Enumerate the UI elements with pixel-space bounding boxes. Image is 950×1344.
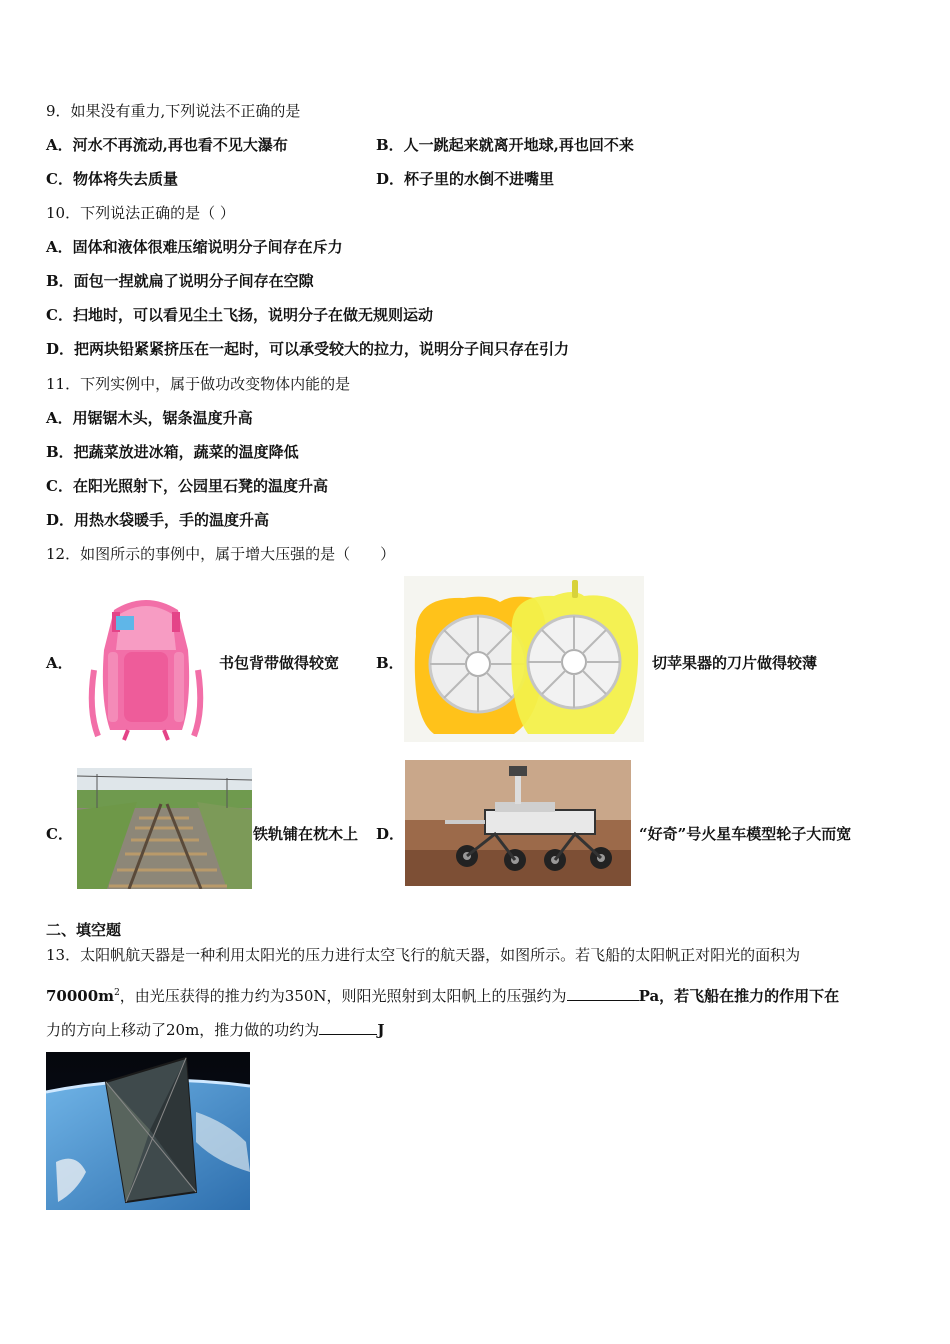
q13-unit-j: J bbox=[377, 1021, 385, 1039]
q10-option-a: A．固体和液体很难压缩说明分子间存在斥力 bbox=[46, 238, 343, 256]
q10-option-b: B．面包一捏就扁了说明分子间存在空隙 bbox=[46, 272, 314, 290]
q11-option-c: C．在阳光照射下，公园里石凳的温度升高 bbox=[46, 477, 328, 495]
q13-area-sup: 2 bbox=[114, 988, 120, 998]
railway-image bbox=[77, 768, 252, 889]
q9-option-d: D．杯子里的水倒不进嘴里 bbox=[376, 170, 555, 188]
q12-option-d-caption: “好奇”号火星车模型轮子大而宽 bbox=[639, 825, 852, 843]
q13-line2 bbox=[46, 983, 839, 1006]
q13-line1: 13．太阳帆航天器是一种利用太阳光的压力进行太空飞行的航天器，如图所示。若飞船的太阳帆正对阳光的面积为 bbox=[46, 946, 801, 964]
q11-stem: 11．下列实例中，属于做功改变物体内能的是 bbox=[46, 375, 351, 393]
q12-option-c-caption: 铁轨铺在枕木上 bbox=[253, 825, 359, 843]
q12-option-a-caption: 书包背带做得较宽 bbox=[219, 654, 340, 672]
q13-unit-pa: Pa，若飞船在推力的作用下在 bbox=[638, 987, 840, 1005]
q12-option-a-label: A． bbox=[46, 654, 73, 672]
q12-option-b-caption: 切苹果器的刀片做得较薄 bbox=[652, 654, 818, 672]
q10-option-c: C．扫地时，可以看见尘土飞扬，说明分子在做无规则运动 bbox=[46, 306, 433, 324]
q13-line3-text: 力的方向上移动了20m，推力做的功约为 bbox=[46, 1021, 320, 1039]
q13-blank-pressure[interactable] bbox=[567, 986, 639, 1001]
q13-line2-mid: ，由光压获得的推力约为350N，则阳光照射到太阳帆上的压强约为 bbox=[119, 987, 567, 1005]
q10-option-d: D．把两块铅紧紧挤压在一起时，可以承受较大的拉力，说明分子间只存在引力 bbox=[46, 340, 570, 358]
apple-slicer-image bbox=[404, 576, 644, 742]
backpack-image bbox=[84, 590, 208, 742]
q11-option-b: B．把蔬菜放进冰箱，蔬菜的温度降低 bbox=[46, 443, 299, 461]
q9-option-b: B．人一跳起来就离开地球,再也回不来 bbox=[376, 136, 634, 154]
q13-blank-work[interactable] bbox=[319, 1020, 377, 1035]
q13-area: 70000m bbox=[46, 987, 115, 1005]
q12-option-c-label: C． bbox=[46, 825, 73, 843]
mars-rover-image bbox=[405, 760, 631, 886]
q9-option-a: A．河水不再流动,再也看不见大瀑布 bbox=[46, 136, 288, 154]
q12-stem: 12．如图所示的事例中，属于增大压强的是（ ） bbox=[46, 545, 396, 563]
solar-sail-image bbox=[46, 1052, 250, 1210]
q12-option-b-label: B． bbox=[376, 654, 404, 672]
q10-stem: 10．下列说法正确的是（ ） bbox=[46, 204, 235, 222]
q13-line3 bbox=[46, 1020, 384, 1040]
q9-option-c: C．物体将失去质量 bbox=[46, 170, 178, 188]
q12-option-d-label: D． bbox=[376, 825, 405, 843]
q11-option-a: A．用锯锯木头，锯条温度升高 bbox=[46, 409, 253, 427]
q11-option-d: D．用热水袋暖手，手的温度升高 bbox=[46, 511, 270, 529]
q9-stem: 9．如果没有重力,下列说法不正确的是 bbox=[46, 102, 301, 120]
section-title: 二、填空题 bbox=[46, 921, 122, 939]
